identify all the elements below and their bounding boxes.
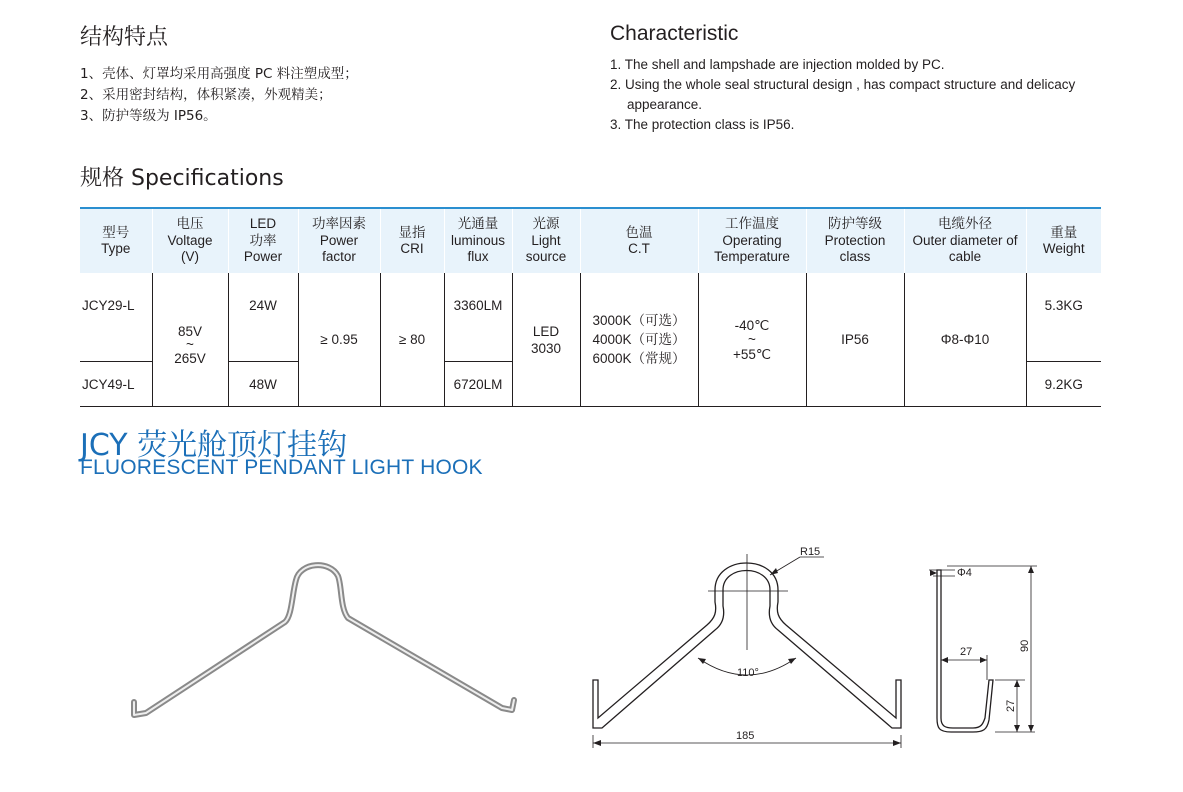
list-item: 3、防护等级为 IP56。: [80, 108, 217, 124]
cell-cri: ≥ 80: [380, 273, 444, 407]
cell-flux: 3360LM: [444, 273, 512, 362]
diameter-label: Φ4: [957, 567, 972, 579]
arrowhead: [770, 568, 778, 575]
arrowhead: [1028, 725, 1034, 732]
cell-weight: 5.3KG: [1026, 273, 1101, 362]
list-item: 2. Using the whole seal structural design , has compact structure and delicacy: [610, 77, 1076, 92]
dim-27b-label: 27: [1005, 699, 1017, 712]
header-weight: 重量 Weight: [1026, 208, 1101, 273]
cell-power-factor: ≥ 0.95: [298, 273, 380, 407]
specifications-table: [80, 207, 1101, 407]
header-power-factor: 功率因素 Power factor: [298, 208, 380, 273]
characteristics-en-title: Characteristic: [610, 22, 739, 45]
cell-weight: 9.2KG: [1026, 362, 1101, 407]
radius-label: R15: [800, 546, 821, 558]
hook-wire: [134, 565, 514, 715]
header-ct: 色温 C.T: [580, 208, 698, 273]
angle-label: 110°: [737, 667, 759, 679]
cell-type: JCY49-L: [80, 362, 152, 407]
list-item: 1、壳体、灯罩均采用高强度 PC 料注塑成型；: [80, 66, 358, 82]
arrowhead: [893, 740, 901, 746]
table-row: [80, 273, 1101, 362]
arrowhead: [1028, 566, 1034, 573]
header-voltage: 电压 Voltage (V): [152, 208, 228, 273]
header-temperature: 工作温度 Operating Temperature: [698, 208, 806, 273]
table-header-row: [80, 208, 1101, 273]
hook-photo: [120, 550, 520, 730]
specifications-title: 规格 Specifications: [80, 166, 284, 191]
header-light-source: 光源 Light source: [512, 208, 580, 273]
arrowhead: [1014, 680, 1020, 687]
list-item: 2、采用密封结构，体积紧凑，外观精美；: [80, 87, 332, 103]
cell-cable: Φ8-Φ10: [904, 273, 1026, 407]
list-item: 1. The shell and lampshade are injection molded by PC.: [610, 57, 945, 72]
list-item: 3. The protection class is IP56.: [610, 117, 795, 132]
cell-power: 48W: [228, 362, 298, 407]
characteristics-cn-title: 结构特点: [80, 25, 169, 50]
cell-power: 24W: [228, 273, 298, 362]
header-cri: 显指 CRI: [380, 208, 444, 273]
arrowhead: [698, 658, 706, 664]
arrowhead: [593, 740, 601, 746]
cell-temperature: -40℃ ~ +55℃: [698, 273, 806, 407]
cell-light-source: LED 3030: [512, 273, 580, 407]
cell-ct: 3000K（可选） 4000K（可选） 6000K（常规）: [580, 273, 698, 407]
hook-side-drawing: [925, 560, 1045, 735]
dim-27a-label: 27: [960, 646, 973, 658]
characteristics-en-list: [610, 55, 1075, 135]
list-item-continuation: appearance.: [627, 97, 703, 112]
header-protection: 防护等级 Protection class: [806, 208, 904, 273]
arrowhead: [930, 570, 937, 576]
header-power: LED 功率 Power: [228, 208, 298, 273]
arrowhead: [1014, 725, 1020, 732]
width-label: 185: [736, 730, 755, 742]
header-type: 型号 Type: [80, 208, 152, 273]
dim-90-label: 90: [1019, 639, 1031, 652]
cell-flux: 6720LM: [444, 362, 512, 407]
cell-type: JCY29-L: [80, 273, 152, 362]
arrowhead: [788, 658, 796, 664]
arrowhead: [941, 657, 948, 663]
header-cable: 电缆外径 Outer diameter of cable: [904, 208, 1026, 273]
cell-protection: IP56: [806, 273, 904, 407]
header-flux: 光通量 luminous flux: [444, 208, 512, 273]
hook-front-drawing: [580, 540, 910, 755]
product-title-cn: JCY 荧光舱顶灯挂钩: [80, 428, 348, 463]
arrowhead: [980, 657, 987, 663]
cell-voltage: 85V ~ 265V: [152, 273, 228, 407]
characteristics-cn-list: [80, 64, 358, 127]
product-title-en: FLUORESCENT PENDANT LIGHT HOOK: [80, 456, 483, 479]
